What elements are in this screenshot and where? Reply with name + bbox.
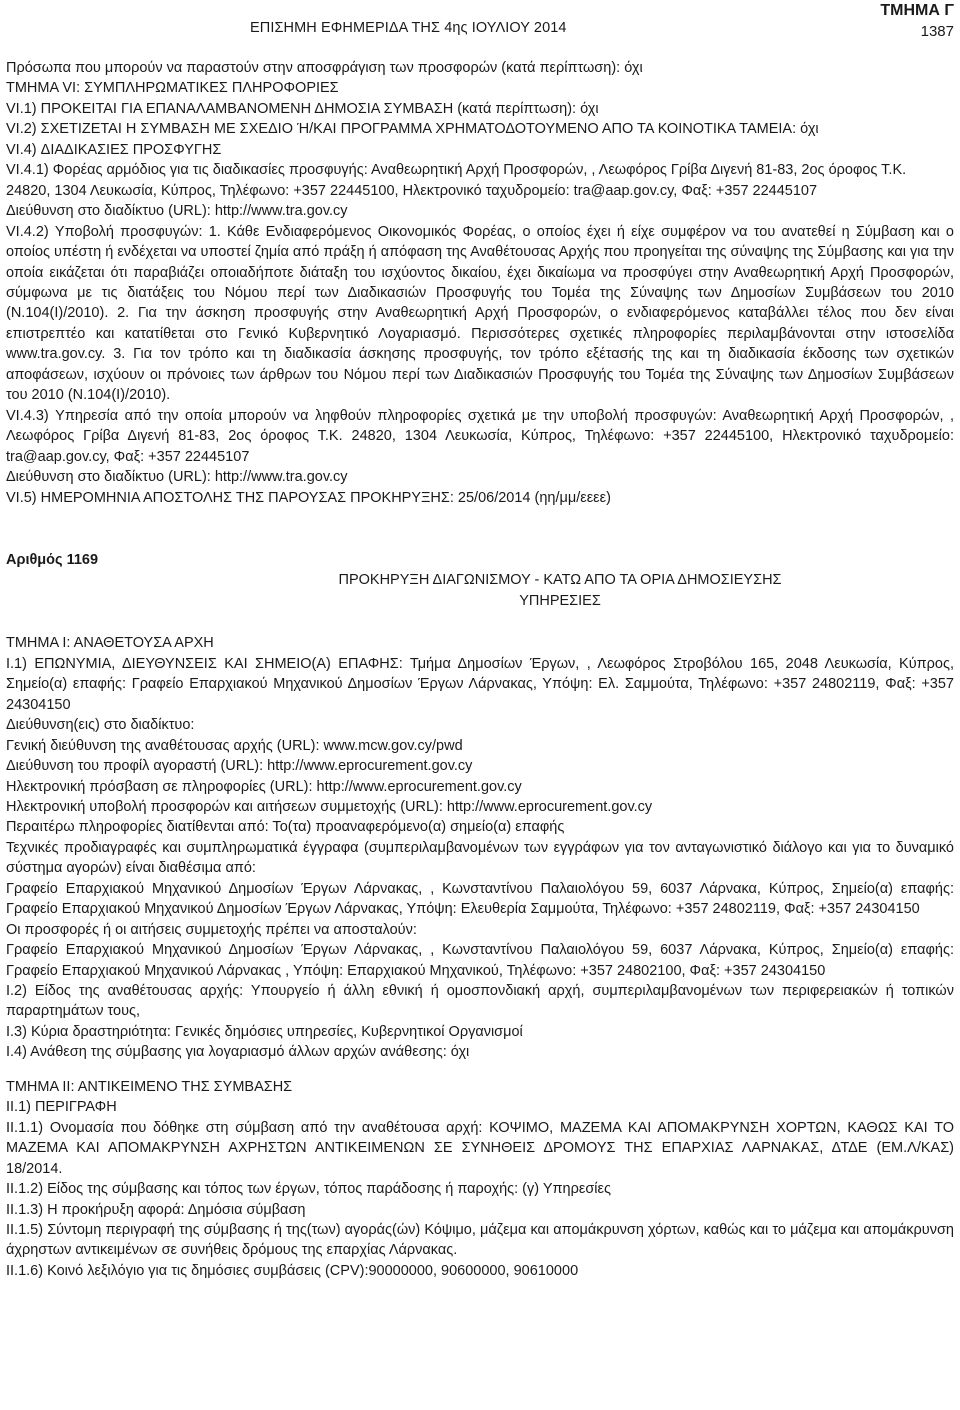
paragraph-i-3: Ι.3) Κύρια δραστηριότητα: Γενικές δημόσιες υπηρεσίες, Κυβερνητικοί Οργανισμοί bbox=[6, 1023, 523, 1040]
paragraph-vi-5: VI.5) ΗΜΕΡΟΜΗΝΙΑ ΑΠΟΣΤΟΛΗΣ ΤΗΣ ΠΑΡΟΥΣΑΣ ΠΡΟΚΗΡΥΞΗΣ: 25/06/2014 (ηη/μμ/εεεε) bbox=[6, 489, 611, 506]
page-number: 1387 bbox=[920, 23, 954, 40]
paragraph-general-url: Γενική διεύθυνση της αναθέτουσας αρχής (URL): www.mcw.gov.cy/pwd bbox=[6, 737, 463, 754]
paragraph-url-2: Διεύθυνση στο διαδίκτυο (URL): http://www.tra.gov.cy bbox=[6, 469, 348, 486]
paragraph-buyer-profile-url: Διεύθυνση του προφίλ αγοραστή (URL): http://www.eprocurement.gov.cy bbox=[6, 758, 473, 775]
spacer bbox=[6, 508, 954, 550]
paragraph-vi-2: VI.2) ΣΧΕΤΙΖΕΤΑΙ Η ΣΥΜΒΑΣΗ ΜΕ ΣΧΕΔΙΟ Ή/ΚΑΙ ΠΡΟΓΡΑΜΜΑ ΧΡΗΜΑΤΟΔΟΤΟΥΜΕΝΟ ΑΠΟ ΤΑ ΚΟΙΝΟΤΙΚΑ ΤΑΜΕΙΑ: όχι bbox=[6, 121, 819, 138]
paragraph-further-info: Περαιτέρω πληροφορίες διατίθενται από: Το(τα) προαναφερόμενο(α) σημείο(α) επαφής bbox=[6, 819, 565, 836]
paragraph-submit-to: Οι προσφορές ή οι αιτήσεις συμμετοχής πρέπει να αποσταλούν: bbox=[6, 921, 417, 938]
paragraph-internet: Διεύθυνση(εις) στο διαδίκτυο: bbox=[6, 717, 195, 734]
paragraph-submit-office: Γραφείο Επαρχιακού Μηχανικού Δημοσίων Έργων Λάρνακας, , Κωνσταντίνου Παλαιολόγου 59, 6037 Λάρνακα, Κύπρος, Σημείο(α) επαφής: Γραφείο Επαρχιακού Μηχανικού Λάρνακας , Υπόψη: Επαρχιακού Μηχανικού, Τηλέφωνο: +357 24802100, Φαξ: +357 24304150 bbox=[6, 942, 954, 979]
paragraph-ii-1: ΙΙ.1) ΠΕΡΙΓΡΑΦΗ bbox=[6, 1099, 117, 1116]
paragraph-i-4: Ι.4) Ανάθεση της σύμβασης για λογαριασμό άλλων αρχών ανάθεσης: όχι bbox=[6, 1044, 470, 1061]
notice-title-line1: ΠΡΟΚΗΡΥΞΗ ΔΙΑΓΩΝΙΣΜΟΥ - ΚΑΤΩ ΑΠΟ ΤΑ ΟΡΙΑ ΔΗΜΟΣΙΕΥΣΗΣ bbox=[338, 572, 782, 589]
paragraph-info-access-url: Ηλεκτρονική πρόσβαση σε πληροφορίες (URL): http://www.eprocurement.gov.cy bbox=[6, 778, 522, 795]
paragraph-i-1: Ι.1) ΕΠΩΝΥΜΙΑ, ΔΙΕΥΘΥΝΣΕΙΣ ΚΑΙ ΣΗΜΕΙΟ(Α) ΕΠΑΦΗΣ: Τμήμα Δημοσίων Έργων, , Λεωφόρος Στροβόλου 165, 2048 Λευκωσία, Κύπρος, Σημείο(α) επαφής: Γραφείο Επαρχιακού Μηχανικού Δημοσίων Έργων Λάρνακας, Υπόψη: Ελ. Σαμμούτα, Τηλέφωνο: +357 24802119, Φαξ: +357 24304150 bbox=[6, 655, 954, 713]
paragraph-specs-office: Γραφείο Επαρχιακού Μηχανικού Δημοσίων Έργων Λάρνακας, , Κωνσταντίνου Παλαιολόγου 59, 6037 Λάρνακα, Κύπρος, Σημείο(α) επαφής: Γραφείο Επαρχιακού Μηχανικού Δημοσίων Έργων Λάρνακας, Υπόψη: Ελευθερία Σαμμούτα, Τηλέφωνο: +357 24802119, Φαξ: +357 24304150 bbox=[6, 880, 954, 918]
paragraph-vi-4-3: VI.4.3) Υπηρεσία από την οποία μπορούν να ληφθούν πληροφορίες σχετικά με την υποβολή προσφυγών: Αναθεωρητική Αρχή Προσφορών, , Λεωφόρος Γρίβα Διγενή 81-83, 2ος όροφος Τ.Κ. 24820, 1304 Λευκωσία, Κύπρος, Τηλέφωνο: +357 22445100, Ηλεκτρονικό ταχυδρομείο: tra@aap.gov.cy, Φαξ: +357 22445107 bbox=[6, 407, 954, 465]
paragraph-ii-1-6: ΙΙ.1.6) Κοινό λεξιλόγιο για τις δημόσιες συμβάσεις (CPV):90000000, 90600000, 90610000 bbox=[6, 1262, 579, 1279]
paragraph-url-1: Διεύθυνση στο διαδίκτυο (URL): http://www.tra.gov.cy bbox=[6, 203, 348, 220]
notice-title bbox=[166, 570, 954, 611]
spacer bbox=[6, 611, 954, 633]
paragraph-vi-4-1: VI.4.1) Φορέας αρμόδιος για τις διαδικασίες προσφυγής: Αναθεωρητική Αρχή Προσφορών, , Λεωφόρος Γρίβα Διγενή 81-83, 2ος όροφος Τ.Κ. 24820, 1304 Λευκωσία, Κύπρος, Τηλέφωνο: +357 22445100, Ηλεκτρονικό ταχυδρομείο: tra@aap.gov.cy, Φαξ: +357 22445107 bbox=[6, 162, 907, 199]
paragraph-ii-1-2: ΙΙ.1.2) Είδος της σύμβασης και τόπος των έργων, τόπος παράδοσης ή παροχής: (γ) Υπηρεσίες bbox=[6, 1181, 611, 1198]
paragraph-vi-1: VI.1) ΠΡΟΚΕΙΤΑΙ ΓΙΑ ΕΠΑΝΑΛΑΜΒΑΝΟΜΕΝΗ ΔΗΜΟΣΙΑ ΣΥΜΒΑΣΗ (κατά περίπτωση): όχι bbox=[6, 100, 599, 117]
paragraph-bid-opening: Πρόσωπα που μπορούν να παραστούν στην αποσφράγιση των προσφορών (κατά περίπτωση): όχι bbox=[6, 60, 643, 76]
section-heading-ii: ΤΜΗΜΑ ΙΙ: ΑΝΤΙΚΕΙΜΕΝΟ ΤΗΣ ΣΥΜΒΑΣΗΣ bbox=[6, 1078, 293, 1095]
paragraph-vi-4-2: VI.4.2) Υποβολή προσφυγών: 1. Κάθε Ενδιαφερόμενος Οικονομικός Φορέας, ο οποίος έχει ή είχε συμφέρον να του ανατεθεί η Σύμβαση και ο οποίος υπέστη ή ενδέχεται να υποστεί ζημία από πράξη ή απόφαση της Αναθέτουσας Αρχής που προηγείται της σύναψης της Σύμβασης και για την οποία εικάζεται ότι παραβιάζει οποιαδήποτε διάταξη του ισχύοντος δικαίου, έχει δικαίωμα να προσφύγει στην Αναθεωρητική Αρχή Προσφορών, σύμφωνα με τις διατάξεις του Νόμου περί των Διαδικασιών Προσφυγής του Τομέα της Σύναψης των Δημοσίων Συμβάσεων του 2010 (Ν.104(Ι)/2010). 2. Για την άσκηση προσφυγής στην Αναθεωρητική Αρχή Προσφορών, ο ενδιαφερόμενος καταβάλλει τέλος που δεν είναι επιστρεπτέο και κατατίθεται στο Γενικό Κυβερνητικό Λογαριασμό. Περισσότερες σχετικές πληροφορίες περιλαμβάνονται στην ιστοσελίδα www.tra.gov.cy. 3. Για τον τρόπο και τη διαδικασία άσκησης προσφυγής, τον τρόπο εξέτασής της και τη διαδικασία έκδοσης των σχετικών αποφάσεων, ισχύουν οι πρόνοιες των άρθρων του Νόμου περί των Διαδικασιών Προσφυγής του Τομέα της Σύναψης των Δημοσίων Συμβάσεων του 2010 (Ν.104(Ι)/2010). bbox=[6, 223, 954, 404]
section-label: ΤΜΗΜΑ Γ bbox=[880, 2, 954, 19]
paragraph-ii-1-5: ΙΙ.1.5) Σύντομη περιγραφή της σύμβασης ή της(των) αγοράς(ών) Κόψιμο, μάζεμα και απομάκρυνση χόρτων, καθώς και το μάζεμα και απομάκρυνση άχρηστων αντικειμένων σε συνήθεις δρόμους της επαρχίας Λάρνακας. bbox=[6, 1222, 954, 1259]
paragraph-i-2: Ι.2) Είδος της αναθέτουσας αρχής: Υπουργείο ή άλλη εθνική ή ομοσπονδιακή αρχή, συμπεριλαμβανομένων των περιφερειακών ή τοπικών παραρτημάτων τους, bbox=[6, 983, 954, 1020]
page-header-right bbox=[880, 0, 954, 42]
notice-number: Αριθμός 1169 bbox=[6, 551, 99, 568]
paragraph-ii-1-1: ΙΙ.1.1) Ονομασία που δόθηκε στη σύμβαση από την αναθέτουσα αρχή: ΚΟΨΙΜΟ, ΜΑΖΕΜΑ ΚΑΙ ΑΠΟΜΑΚΡΥΝΣΗ ΧΟΡΤΩΝ, ΚΑΘΩΣ ΚΑΙ ΤΟ ΜΑΖΕΜΑ ΚΑΙ ΑΠΟΜΑΚΡΥΝΣΗ ΑΧΡΗΣΤΩΝ ΑΝΤΙΚΕΙΜΕΝΩΝ ΣΕ ΣΥΝΗΘΕΙΣ ΔΡΟΜΟΥΣ ΤΗΣ ΕΠΑΡΧΙΑΣ ΛΑΡΝΑΚΑΣ, ΔΤΔΕ (ΕΜ.Λ/ΚΑΣ) 18/2014. bbox=[6, 1119, 954, 1177]
spacer bbox=[6, 1063, 954, 1077]
paragraph-specs: Τεχνικές προδιαγραφές και συμπληρωματικά έγγραφα (συμπεριλαμβανομένων των εγγράφων για τον ανταγωνιστικό διάλογο και για το δυναμικό σύστημα αγορών) είναι διαθέσιμα από: bbox=[6, 839, 954, 877]
gazette-header-title: ΕΠΙΣΗΜΗ ΕΦΗΜΕΡΙΔΑ ΤΗΣ 4ης ΙΟΥΛΙΟΥ 2014 bbox=[250, 20, 567, 36]
paragraph-ii-1-3: ΙΙ.1.3) Η προκήρυξη αφορά: Δημόσια σύμβαση bbox=[6, 1201, 306, 1218]
section-heading-i: ΤΜΗΜΑ Ι: ΑΝΑΘΕΤΟΥΣΑ ΑΡΧΗ bbox=[6, 635, 214, 652]
document-body bbox=[6, 58, 954, 1281]
notice-title-line2: ΥΠΗΡΕΣΙΕΣ bbox=[519, 592, 601, 609]
section-heading-vi: ΤΜΗΜΑ VI: ΣΥΜΠΛΗΡΩΜΑΤΙΚΕΣ ΠΛΗΡΟΦΟΡΙΕΣ bbox=[6, 80, 339, 97]
paragraph-vi-4: VI.4) ΔΙΑΔΙΚΑΣΙΕΣ ΠΡΟΣΦΥΓΗΣ bbox=[6, 141, 222, 158]
paragraph-submission-url: Ηλεκτρονική υποβολή προσφορών και αιτήσεων συμμετοχής (URL): http://www.eprocurement.gov.cy bbox=[6, 798, 653, 815]
